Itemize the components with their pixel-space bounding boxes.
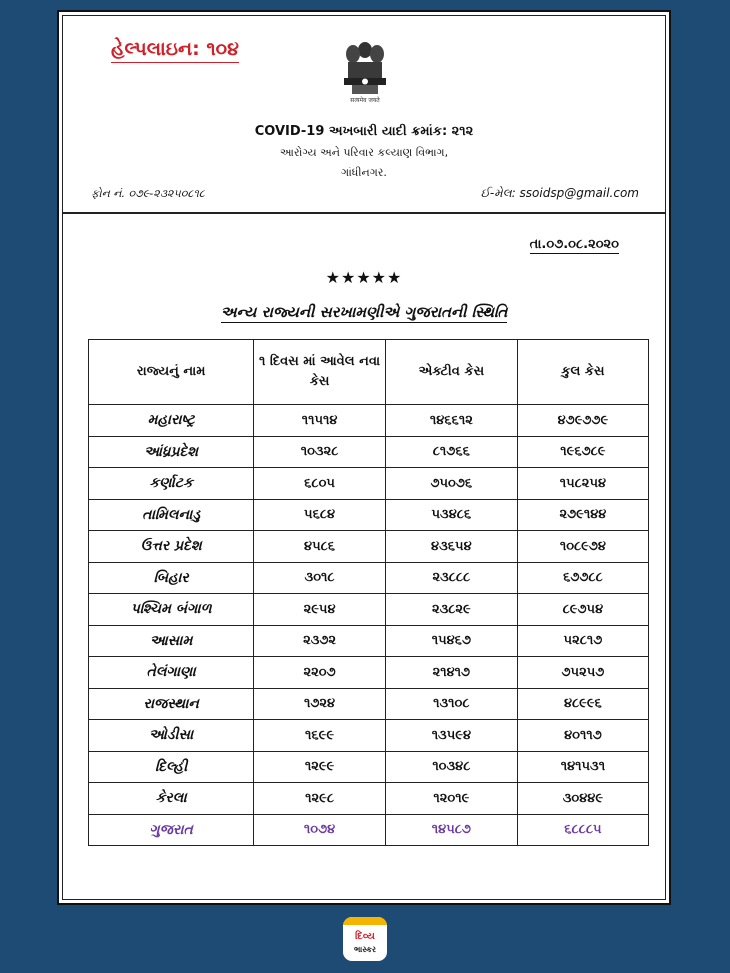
active-cases: ૨૩૮૨૯ (385, 594, 517, 626)
header-new-cases: ૧ દિવસ માં આવેલ નવા કેસ (254, 340, 386, 405)
total-cases: ૪૮૯૯૬ (517, 688, 648, 720)
table-header-row (89, 340, 649, 405)
state-name: કેરલા (89, 783, 254, 815)
total-cases: ૬૭૭૮૮ (517, 562, 648, 594)
stars-divider: ★★★★★ (325, 268, 403, 287)
table-row (89, 531, 649, 563)
active-cases: ૧૩૧૦૮ (385, 688, 517, 720)
new-cases: ૬૮૦૫ (254, 468, 386, 500)
new-cases: ૧૦૭૪ (254, 814, 386, 846)
table-row (89, 468, 649, 500)
department-city: ગાંધીનગર. (341, 166, 387, 179)
phone-number: ફોન નં. ૦૭૯-૨૩૨૫૦૮૧૮ (91, 187, 205, 200)
table-row (89, 594, 649, 626)
new-cases: ૩૦૧૮ (254, 562, 386, 594)
table-row (89, 720, 649, 752)
active-cases: ૧૫૪૬૭ (385, 625, 517, 657)
release-date: તા.૦૭.૦૮.૨૦૨૦ (529, 237, 619, 252)
emblem-motto: सत्यमेव जयते (350, 97, 380, 104)
helpline-number: હેલ્પલાઇન: ૧૦૪ (111, 38, 239, 63)
table-row (89, 436, 649, 468)
active-cases: ૨૩૮૮૮ (385, 562, 517, 594)
state-name: ઓડીસા (89, 720, 254, 752)
total-cases: ૬૮૮૮૫ (517, 814, 648, 846)
total-cases: ૧૪૧૫૩૧ (517, 751, 648, 783)
state-name: આસામ (89, 625, 254, 657)
new-cases: ૫૬૮૪ (254, 499, 386, 531)
new-cases: ૧૧૫૧૪ (254, 405, 386, 437)
department-name: આરોગ્ય અને પરિવાર કલ્યાણ વિભાગ, (279, 146, 449, 159)
new-cases: ૧૦૩૨૮ (254, 436, 386, 468)
logo-top-bar (343, 917, 387, 925)
table-row (89, 625, 649, 657)
new-cases: ૨૨૦૭ (254, 657, 386, 689)
state-name: રાજસ્થાન (89, 688, 254, 720)
table-row (89, 688, 649, 720)
table-title (63, 302, 665, 321)
new-cases: ૧૨૯૮ (254, 783, 386, 815)
table-row (89, 499, 649, 531)
state-comparison-table (88, 339, 649, 846)
active-cases: ૪૩૬૫૪ (385, 531, 517, 563)
active-cases: ૧૪૬૬૧૨ (385, 405, 517, 437)
header-total-cases: કુલ કેસ (517, 340, 648, 405)
state-name: ગુજરાત (89, 814, 254, 846)
new-cases: ૨૯૫૪ (254, 594, 386, 626)
logo-text-line1: દિવ્ય (355, 931, 375, 942)
header-active-cases: એક્ટીવ કેસ (385, 340, 517, 405)
active-cases: ૮૧૭૬૬ (385, 436, 517, 468)
new-cases: ૨૩૭૨ (254, 625, 386, 657)
total-cases: ૪૦૧૧૭ (517, 720, 648, 752)
total-cases: ૩૦૪૪૯ (517, 783, 648, 815)
state-name: મહારાષ્ટ્ર (89, 405, 254, 437)
state-name: બિહાર (89, 562, 254, 594)
table-row (89, 783, 649, 815)
header-state-name: રાજ્યનું નામ (89, 340, 254, 405)
divya-bhaskar-logo (343, 917, 387, 961)
active-cases: ૭૫૦૭૬ (385, 468, 517, 500)
state-name: તેલંગાણા (89, 657, 254, 689)
new-cases: ૧૭૨૪ (254, 688, 386, 720)
active-cases: ૧૩૫૯૪ (385, 720, 517, 752)
logo-text-line2: ભાસ્કર (353, 945, 377, 954)
total-cases: ૪૭૯૭૭૯ (517, 405, 648, 437)
active-cases: ૫૩૪૮૬ (385, 499, 517, 531)
state-name: ઉત્તર પ્રદેશ (89, 531, 254, 563)
table-row (89, 751, 649, 783)
sheet-inner-border (62, 15, 666, 900)
new-cases: ૧૬૯૯ (254, 720, 386, 752)
new-cases: ૪૫૮૬ (254, 531, 386, 563)
total-cases: ૭૫૨૫૭ (517, 657, 648, 689)
total-cases: ૧૯૬૭૮૯ (517, 436, 648, 468)
total-cases: ૮૯૭૫૪ (517, 594, 648, 626)
active-cases: ૧૨૦૧૯ (385, 783, 517, 815)
total-cases: ૨૭૯૧૪૪ (517, 499, 648, 531)
total-cases: ૧૫૮૨૫૪ (517, 468, 648, 500)
table-row (89, 657, 649, 689)
letterhead (63, 16, 665, 214)
email-address: ઈ-મેલ: ssoidsp@gmail.com (480, 186, 639, 200)
active-cases: ૧૦૩૪૮ (385, 751, 517, 783)
press-release-number: COVID-19 અખબારી યાદી ક્રમાંક: ૨૧૨ (254, 124, 474, 139)
state-name: આંધ્રપ્રદેશ (89, 436, 254, 468)
new-cases: ૧૨૯૯ (254, 751, 386, 783)
total-cases: ૧૦૮૯૭૪ (517, 531, 648, 563)
state-name: કર્ણાટક (89, 468, 254, 500)
state-name: પશ્ચિમ બંગાળ (89, 594, 254, 626)
state-name: તામિલનાડુ (89, 499, 254, 531)
active-cases: ૨૧૪૧૭ (385, 657, 517, 689)
table-row-gujarat-highlight (89, 814, 649, 846)
active-cases: ૧૪૫૮૭ (385, 814, 517, 846)
table-row (89, 562, 649, 594)
state-name: દિલ્હી (89, 751, 254, 783)
table-row (89, 405, 649, 437)
total-cases: ૫૨૮૧૭ (517, 625, 648, 657)
press-release-sheet (57, 10, 671, 905)
table-title-text: અન્ય રાજ્યની સરખામણીએ ગુજરાતની સ્થિતિ (220, 303, 508, 321)
